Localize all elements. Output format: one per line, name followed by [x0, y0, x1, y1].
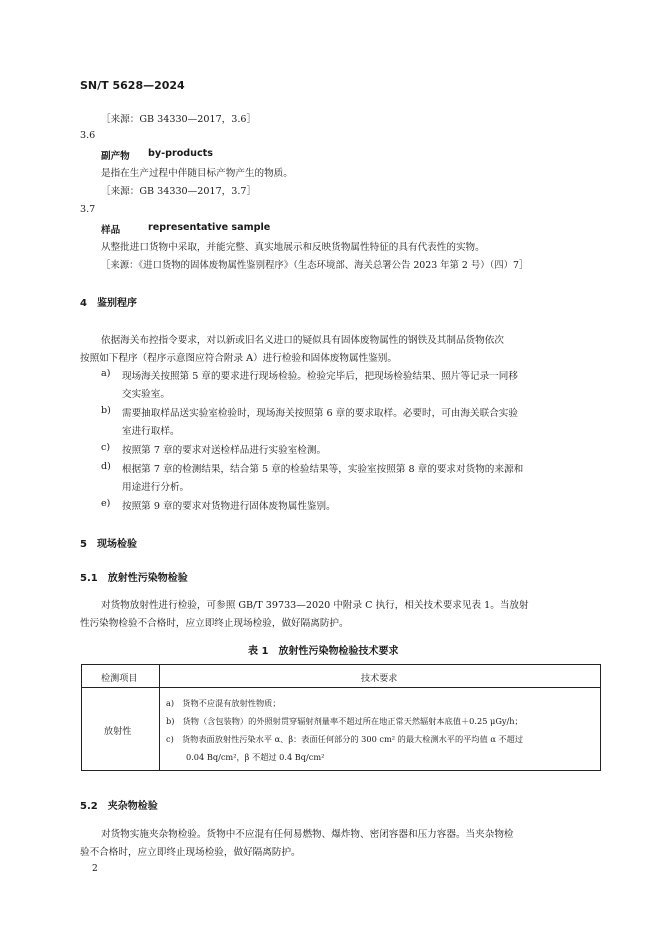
standard-number: SN/T 5628—2024	[80, 79, 185, 92]
table-column-divider	[159, 665, 160, 770]
table-header-item: 检测项目	[101, 674, 138, 684]
table-1	[81, 664, 601, 771]
table-req-c-line1: c) 货物表面放射性污染水平 α、β：表面任何部分的 300 cm² 的最大检测水平的平均值 α 不超过	[166, 734, 524, 744]
table-req-c-line2: 0.04 Bq/cm²，β 不超过 0.4 Bq/cm²	[186, 752, 325, 762]
step-b-line2: 室进行取样。	[122, 426, 180, 437]
term-3-7-definition: 从整批进口货物中采取，并能完整、真实地展示和反映货物属性特征的具有代表性的实物。	[101, 242, 485, 253]
term-3-7-source: ［来源：《进口货物的固体废物属性鉴别程序》（生态环境部、海关总署公告 2023 年第 2 号）（四）7］	[101, 260, 529, 271]
section-4-intro-line2: 按照如下程序（程序示意图应符合附录 A）进行检验和固体废物属性鉴别。	[80, 353, 397, 364]
term-3-7-zh: 样品	[101, 225, 121, 236]
step-d-line1: 根据第 7 章的检测结果，结合第 5 章的检验结果等，实验室按照第 8 章的要求对货物的来源和	[122, 464, 524, 475]
section-5-1-heading: 5.1 放射性污染物检验	[80, 573, 188, 584]
step-d-line2: 用途进行分析。	[122, 482, 190, 493]
step-b-marker: b)	[101, 405, 111, 416]
term-3-6-zh: 副产物	[101, 151, 130, 162]
term-3-5-source: ［来源：GB 34330—2017，3.6］	[101, 114, 257, 125]
step-e-marker: e)	[101, 498, 111, 509]
term-3-6-definition: 是指在生产过程中伴随目标产物产生的物质。	[101, 168, 293, 179]
term-3-7-number: 3.7	[80, 204, 96, 215]
table-1-caption: 表 1 放射性污染物检验技术要求	[248, 646, 399, 657]
step-a-line2: 交实验室。	[122, 389, 170, 400]
section-5-2-line2: 验不合格时，应立即终止现场检验，做好隔离防护。	[80, 847, 301, 858]
table-req-b: b) 货物（含包装物）的外照射贯穿辐射剂量率不超过所在地正常天然辐射本底值＋0.25 μGy/h；	[166, 716, 523, 726]
table-header-requirements: 技术要求	[361, 674, 398, 684]
page-number: 2	[92, 864, 98, 874]
section-4-heading: 4 鉴别程序	[80, 298, 137, 309]
table-header-divider	[82, 687, 600, 688]
step-a-marker: a)	[101, 368, 111, 379]
term-3-6-number: 3.6	[80, 130, 96, 141]
step-b-line1: 需要抽取样品送实验室检验时，现场海关按照第 6 章的要求取样。必要时，可由海关联合实验	[122, 408, 518, 419]
section-4-intro-line1: 依据海关布控指令要求，对以新或旧名义进口的疑似具有固体废物属性的钢铁及其制品货物依次	[101, 335, 504, 346]
step-c-marker: c)	[101, 442, 111, 453]
section-5-1-line1: 对货物放射性进行检验，可参照 GB/T 39733—2020 中附录 C 执行，相关技术要求见表 1。当放射	[101, 600, 529, 611]
term-3-7-en: representative sample	[148, 222, 271, 233]
table-req-a: a) 货物不应混有放射性物质；	[166, 698, 281, 708]
term-3-6-en: by-products	[148, 148, 213, 159]
step-a-line1: 现场海关按照第 5 章的要求进行现场检验。检验完毕后，把现场检验结果、照片等记录一同移	[122, 371, 518, 382]
section-5-2-line1: 对货物实施夹杂物检验。货物中不应混有任何易燃物、爆炸物、密闭容器和压力容器。当夹杂物检	[101, 829, 514, 840]
term-3-6-source: ［来源：GB 34330—2017，3.7］	[101, 186, 257, 197]
table-cell-item: 放射性	[104, 727, 132, 737]
section-5-heading: 5 现场检验	[80, 539, 137, 550]
step-e-line1: 按照第 9 章的要求对货物进行固体废物属性鉴别。	[122, 501, 336, 512]
section-5-2-heading: 5.2 夹杂物检验	[80, 801, 158, 812]
step-d-marker: d)	[101, 461, 111, 472]
section-5-1-line2: 性污染物检验不合格时，应立即终止现场检验，做好隔离防护。	[80, 618, 349, 629]
step-c-line1: 按照第 7 章的要求对送检样品进行实验室检测。	[122, 445, 327, 456]
